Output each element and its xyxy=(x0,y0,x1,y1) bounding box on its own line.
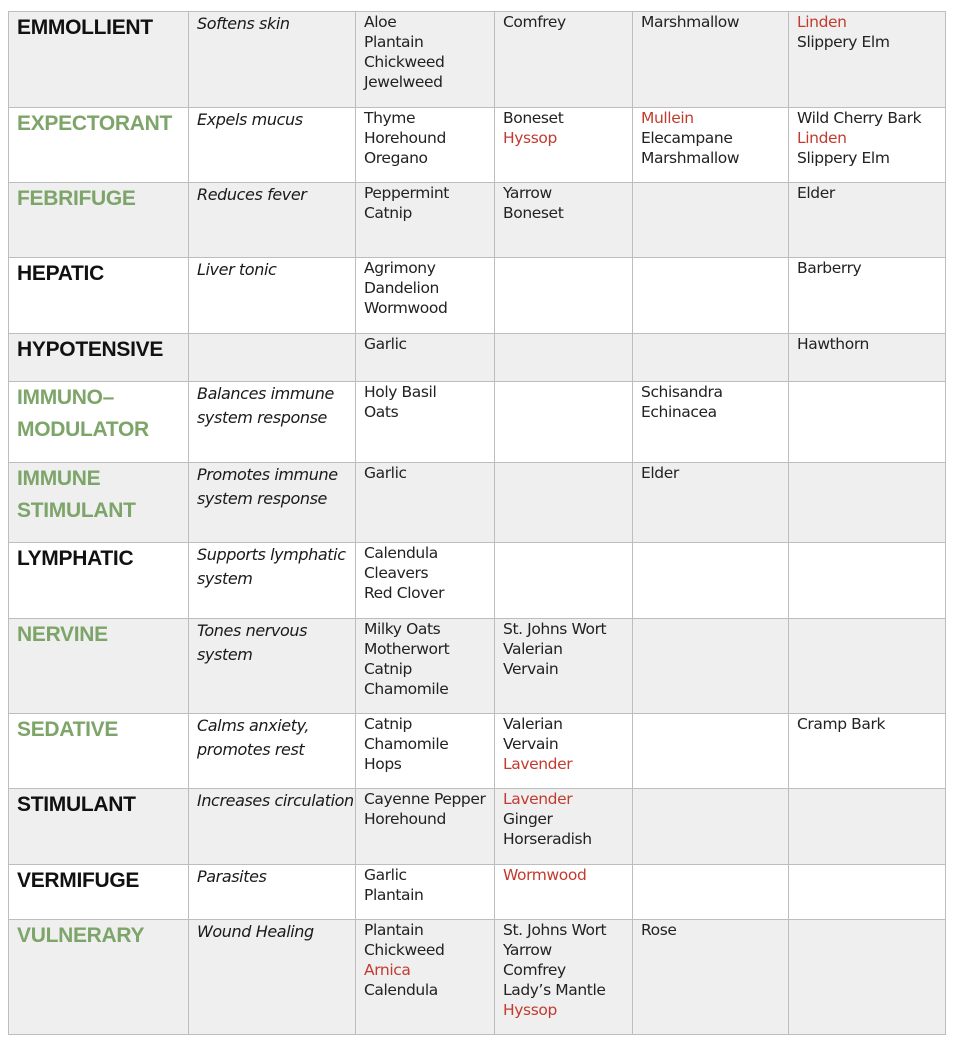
herb-list-cell xyxy=(633,382,789,463)
herbal-action-name xyxy=(9,12,189,108)
herb-name: Cayenne Pepper xyxy=(364,790,486,808)
herb-name: Slippery Elm xyxy=(797,33,890,51)
herb-list-cell xyxy=(789,789,946,865)
herb-name: Peppermint xyxy=(364,184,449,202)
action-name-line: SEDATIVE xyxy=(17,718,119,741)
herb-name: Wormwood xyxy=(364,299,448,317)
herb-name: Linden xyxy=(797,129,847,147)
herb-name: Arnica xyxy=(364,961,411,979)
herb-name: Oats xyxy=(364,403,399,421)
herb-name: Catnip xyxy=(364,715,412,733)
herbal-action-name xyxy=(9,543,189,619)
herb-list-cell xyxy=(789,714,946,789)
herb-list-cell xyxy=(633,714,789,789)
herb-list-cell xyxy=(495,920,633,1035)
action-description xyxy=(189,334,356,382)
herb-list-cell xyxy=(495,789,633,865)
action-description: Reduces fever xyxy=(189,183,356,258)
herb-list-cell xyxy=(633,108,789,183)
table-row xyxy=(9,789,946,865)
action-name-line: VULNERARY xyxy=(17,924,145,947)
herb-name: Boneset xyxy=(503,109,564,127)
herb-name: Hyssop xyxy=(503,129,557,147)
herb-name: Horehound xyxy=(364,810,446,828)
herb-name: Oregano xyxy=(364,149,428,167)
herb-name: Chamomile xyxy=(364,680,449,698)
herb-name: Hyssop xyxy=(503,1001,557,1019)
herb-list-cell xyxy=(633,920,789,1035)
herbal-action-name xyxy=(9,382,189,463)
herb-list-cell xyxy=(789,183,946,258)
herb-list-cell xyxy=(356,619,495,714)
table-row xyxy=(9,543,946,619)
herb-name: Mullein xyxy=(641,109,694,127)
herb-name: Slippery Elm xyxy=(797,149,890,167)
herb-list-cell xyxy=(633,619,789,714)
herb-list-cell xyxy=(495,382,633,463)
herbal-action-name xyxy=(9,619,189,714)
herb-list-cell xyxy=(633,789,789,865)
herb-name: Milky Oats xyxy=(364,620,441,638)
herb-name: Echinacea xyxy=(641,403,717,421)
herb-name: Jewelweed xyxy=(364,73,443,91)
herbal-action-name xyxy=(9,789,189,865)
herb-list-cell xyxy=(495,12,633,108)
herb-name: Garlic xyxy=(364,464,407,482)
action-description: Parasites xyxy=(189,865,356,920)
herbal-action-name xyxy=(9,108,189,183)
table-row xyxy=(9,865,946,920)
table-row xyxy=(9,183,946,258)
herb-name: Horseradish xyxy=(503,830,592,848)
action-name-line: MODULATOR xyxy=(17,418,149,441)
herbal-action-name xyxy=(9,463,189,543)
table-row xyxy=(9,920,946,1035)
herb-name: Garlic xyxy=(364,866,407,884)
action-description: Wound Healing xyxy=(189,920,356,1035)
table-row xyxy=(9,714,946,789)
herb-list-cell xyxy=(633,183,789,258)
herb-name: Cleavers xyxy=(364,564,429,582)
herb-list-cell xyxy=(495,183,633,258)
herb-name: Motherwort xyxy=(364,640,450,658)
table-row xyxy=(9,334,946,382)
action-description: Balances immune system response xyxy=(189,382,356,463)
herb-list-cell xyxy=(495,258,633,334)
herb-name: Plantain xyxy=(364,921,424,939)
herb-name: Boneset xyxy=(503,204,564,222)
herb-list-cell xyxy=(495,463,633,543)
herb-list-cell xyxy=(356,12,495,108)
herb-list-cell xyxy=(495,714,633,789)
herb-list-cell xyxy=(789,619,946,714)
herb-name: Valerian xyxy=(503,640,563,658)
table-row xyxy=(9,108,946,183)
herb-name: Plantain xyxy=(364,886,424,904)
herbal-action-name xyxy=(9,183,189,258)
herbal-action-name xyxy=(9,258,189,334)
table-row xyxy=(9,258,946,334)
herb-name: Chamomile xyxy=(364,735,449,753)
herb-name: Valerian xyxy=(503,715,563,733)
herb-list-cell xyxy=(633,258,789,334)
action-description: Softens skin xyxy=(189,12,356,108)
herb-name: Horehound xyxy=(364,129,446,147)
table-row xyxy=(9,619,946,714)
herb-name: Linden xyxy=(797,13,847,31)
herb-name: Catnip xyxy=(364,204,412,222)
herb-name: Lavender xyxy=(503,790,573,808)
herb-name: Lady’s Mantle xyxy=(503,981,606,999)
herb-list-cell xyxy=(356,543,495,619)
herb-name: Catnip xyxy=(364,660,412,678)
herb-name: Schisandra xyxy=(641,383,723,401)
herb-list-cell xyxy=(789,258,946,334)
herb-name: Yarrow xyxy=(503,941,552,959)
action-name-line: IMMUNO– xyxy=(17,386,115,409)
herb-name: Comfrey xyxy=(503,961,566,979)
herb-name: Cramp Bark xyxy=(797,715,886,733)
herb-name: Thyme xyxy=(364,109,416,127)
table-row xyxy=(9,463,946,543)
herb-list-cell xyxy=(495,334,633,382)
action-description: Supports lymphatic system xyxy=(189,543,356,619)
table-row xyxy=(9,382,946,463)
herb-list-cell xyxy=(356,382,495,463)
herb-list-cell xyxy=(789,920,946,1035)
herb-list-cell xyxy=(356,714,495,789)
herb-list-cell xyxy=(789,108,946,183)
herb-name: Hops xyxy=(364,755,402,773)
herb-list-cell xyxy=(789,382,946,463)
herb-list-cell xyxy=(356,108,495,183)
herb-name: Wormwood xyxy=(503,866,587,884)
herb-name: Chickweed xyxy=(364,941,445,959)
herbal-actions-table xyxy=(8,11,946,1035)
herb-list-cell xyxy=(789,334,946,382)
herb-list-cell xyxy=(633,543,789,619)
action-name-line: HYPOTENSIVE xyxy=(17,338,164,361)
herb-list-cell xyxy=(633,12,789,108)
action-name-line: HEPATIC xyxy=(17,262,104,285)
action-name-line: EMMOLLIENT xyxy=(17,16,153,39)
herbal-action-name xyxy=(9,334,189,382)
action-description: Tones nervous system xyxy=(189,619,356,714)
herb-name: Elder xyxy=(797,184,835,202)
action-name-line: VERMIFUGE xyxy=(17,869,140,892)
herb-name: Garlic xyxy=(364,335,407,353)
herb-list-cell xyxy=(356,258,495,334)
herb-list-cell xyxy=(789,463,946,543)
herb-name: Calendula xyxy=(364,544,438,562)
herb-list-cell xyxy=(633,334,789,382)
herb-list-cell xyxy=(495,108,633,183)
herb-name: Comfrey xyxy=(503,13,566,31)
herb-list-cell xyxy=(495,543,633,619)
action-name-line: FEBRIFUGE xyxy=(17,187,136,210)
herb-name: Holy Basil xyxy=(364,383,437,401)
herb-name: Hawthorn xyxy=(797,335,869,353)
herb-name: Plantain xyxy=(364,33,424,51)
herb-list-cell xyxy=(356,865,495,920)
herb-list-cell xyxy=(789,12,946,108)
herb-name: Wild Cherry Bark xyxy=(797,109,922,127)
action-name-line: STIMULANT xyxy=(17,793,136,816)
action-description: Liver tonic xyxy=(189,258,356,334)
herb-name: St. Johns Wort xyxy=(503,620,607,638)
herb-name: Vervain xyxy=(503,660,559,678)
herb-list-cell xyxy=(356,334,495,382)
herb-list-cell xyxy=(789,543,946,619)
action-name-line: NERVINE xyxy=(17,623,108,646)
action-description: Increases circulation xyxy=(189,789,356,865)
herb-name: Barberry xyxy=(797,259,862,277)
herb-name: Elder xyxy=(641,464,679,482)
herb-list-cell xyxy=(356,920,495,1035)
herb-name: Calendula xyxy=(364,981,438,999)
action-name-line: IMMUNE xyxy=(17,467,101,490)
action-name-line: LYMPHATIC xyxy=(17,547,134,570)
herb-list-cell xyxy=(633,865,789,920)
herb-name: Rose xyxy=(641,921,677,939)
herb-list-cell xyxy=(633,463,789,543)
herb-name: Ginger xyxy=(503,810,553,828)
herb-name: Red Clover xyxy=(364,584,445,602)
herbal-action-name xyxy=(9,714,189,789)
herb-list-cell xyxy=(789,865,946,920)
action-description: Calms anxiety, promotes rest xyxy=(189,714,356,789)
herb-name: Agrimony xyxy=(364,259,436,277)
herb-list-cell xyxy=(356,463,495,543)
herbal-action-name xyxy=(9,865,189,920)
herb-name: Dandelion xyxy=(364,279,439,297)
table-row xyxy=(9,12,946,108)
herb-name: Elecampane xyxy=(641,129,733,147)
action-description: Expels mucus xyxy=(189,108,356,183)
herb-name: Marshmallow xyxy=(641,13,740,31)
herb-list-cell xyxy=(495,619,633,714)
action-description: Promotes immune system response xyxy=(189,463,356,543)
herb-name: Lavender xyxy=(503,755,573,773)
herb-name: Chickweed xyxy=(364,53,445,71)
herb-name: Vervain xyxy=(503,735,559,753)
herb-name: Yarrow xyxy=(503,184,552,202)
action-name-line: EXPECTORANT xyxy=(17,112,172,135)
herb-list-cell xyxy=(356,789,495,865)
herb-name: St. Johns Wort xyxy=(503,921,607,939)
herb-list-cell xyxy=(495,865,633,920)
action-name-line: STIMULANT xyxy=(17,499,136,522)
herb-name: Marshmallow xyxy=(641,149,740,167)
herb-name: Aloe xyxy=(364,13,397,31)
herbal-action-name xyxy=(9,920,189,1035)
herb-list-cell xyxy=(356,183,495,258)
